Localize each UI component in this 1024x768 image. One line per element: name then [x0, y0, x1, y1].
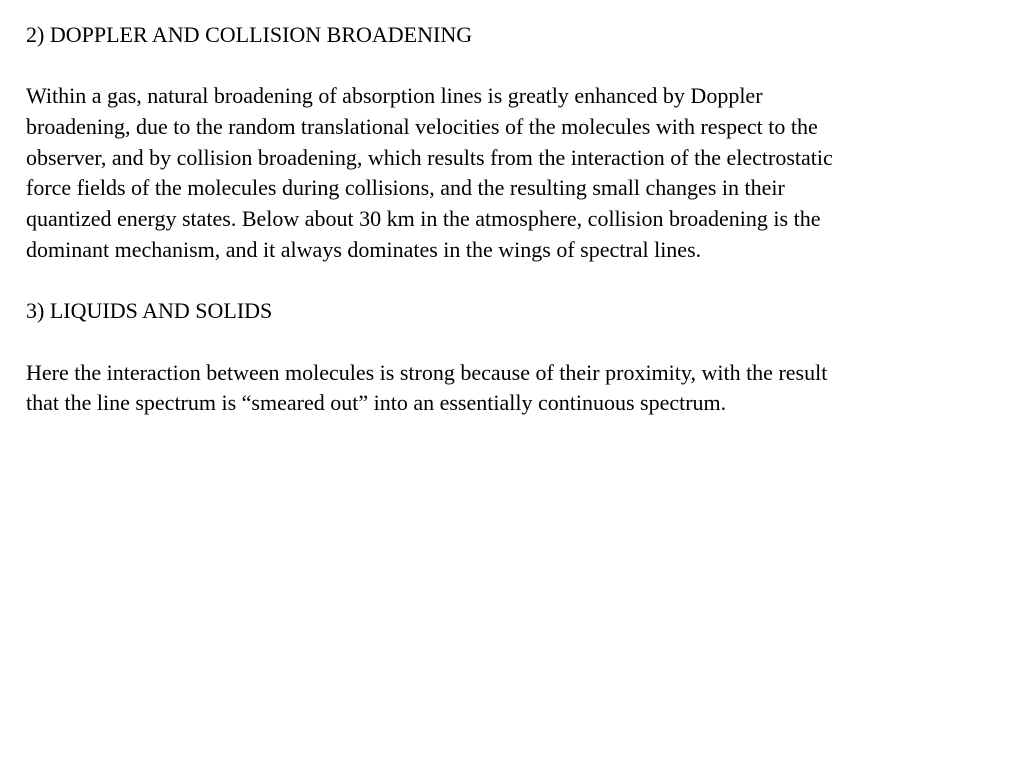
spacer [26, 266, 1001, 297]
spacer [26, 327, 1001, 358]
paragraph-line: Within a gas, natural broadening of absorption lines is greatly enhanced by Doppler [26, 83, 763, 109]
spacer [26, 51, 1001, 82]
paragraph-line: quantized energy states. Below about 30 km in the atmosphere, collision broadening is the [26, 206, 821, 232]
paragraph [26, 358, 1001, 419]
section-doppler-collision [26, 20, 1001, 266]
paragraph-line: observer, and by collision broadening, which results from the interaction of the electrostatic [26, 144, 833, 170]
paragraph-line: Here the interaction between molecules is strong because of their proximity, with the result [26, 359, 828, 385]
paragraph-line: that the line spectrum is “smeared out” into an essentially continuous spectrum. [26, 390, 727, 416]
paragraph-line: dominant mechanism, and it always dominates in the wings of spectral lines. [26, 236, 702, 262]
document-page [26, 20, 1001, 419]
paragraph-line: force fields of the molecules during collisions, and the resulting small changes in their [26, 175, 785, 201]
section-heading: 3) LIQUIDS AND SOLIDS [26, 298, 273, 324]
paragraph [26, 81, 1001, 265]
paragraph-line: broadening, due to the random translational velocities of the molecules with respect to the [26, 114, 818, 140]
section-liquids-solids [26, 296, 1001, 419]
section-heading: 2) DOPPLER AND COLLISION BROADENING [26, 22, 473, 47]
